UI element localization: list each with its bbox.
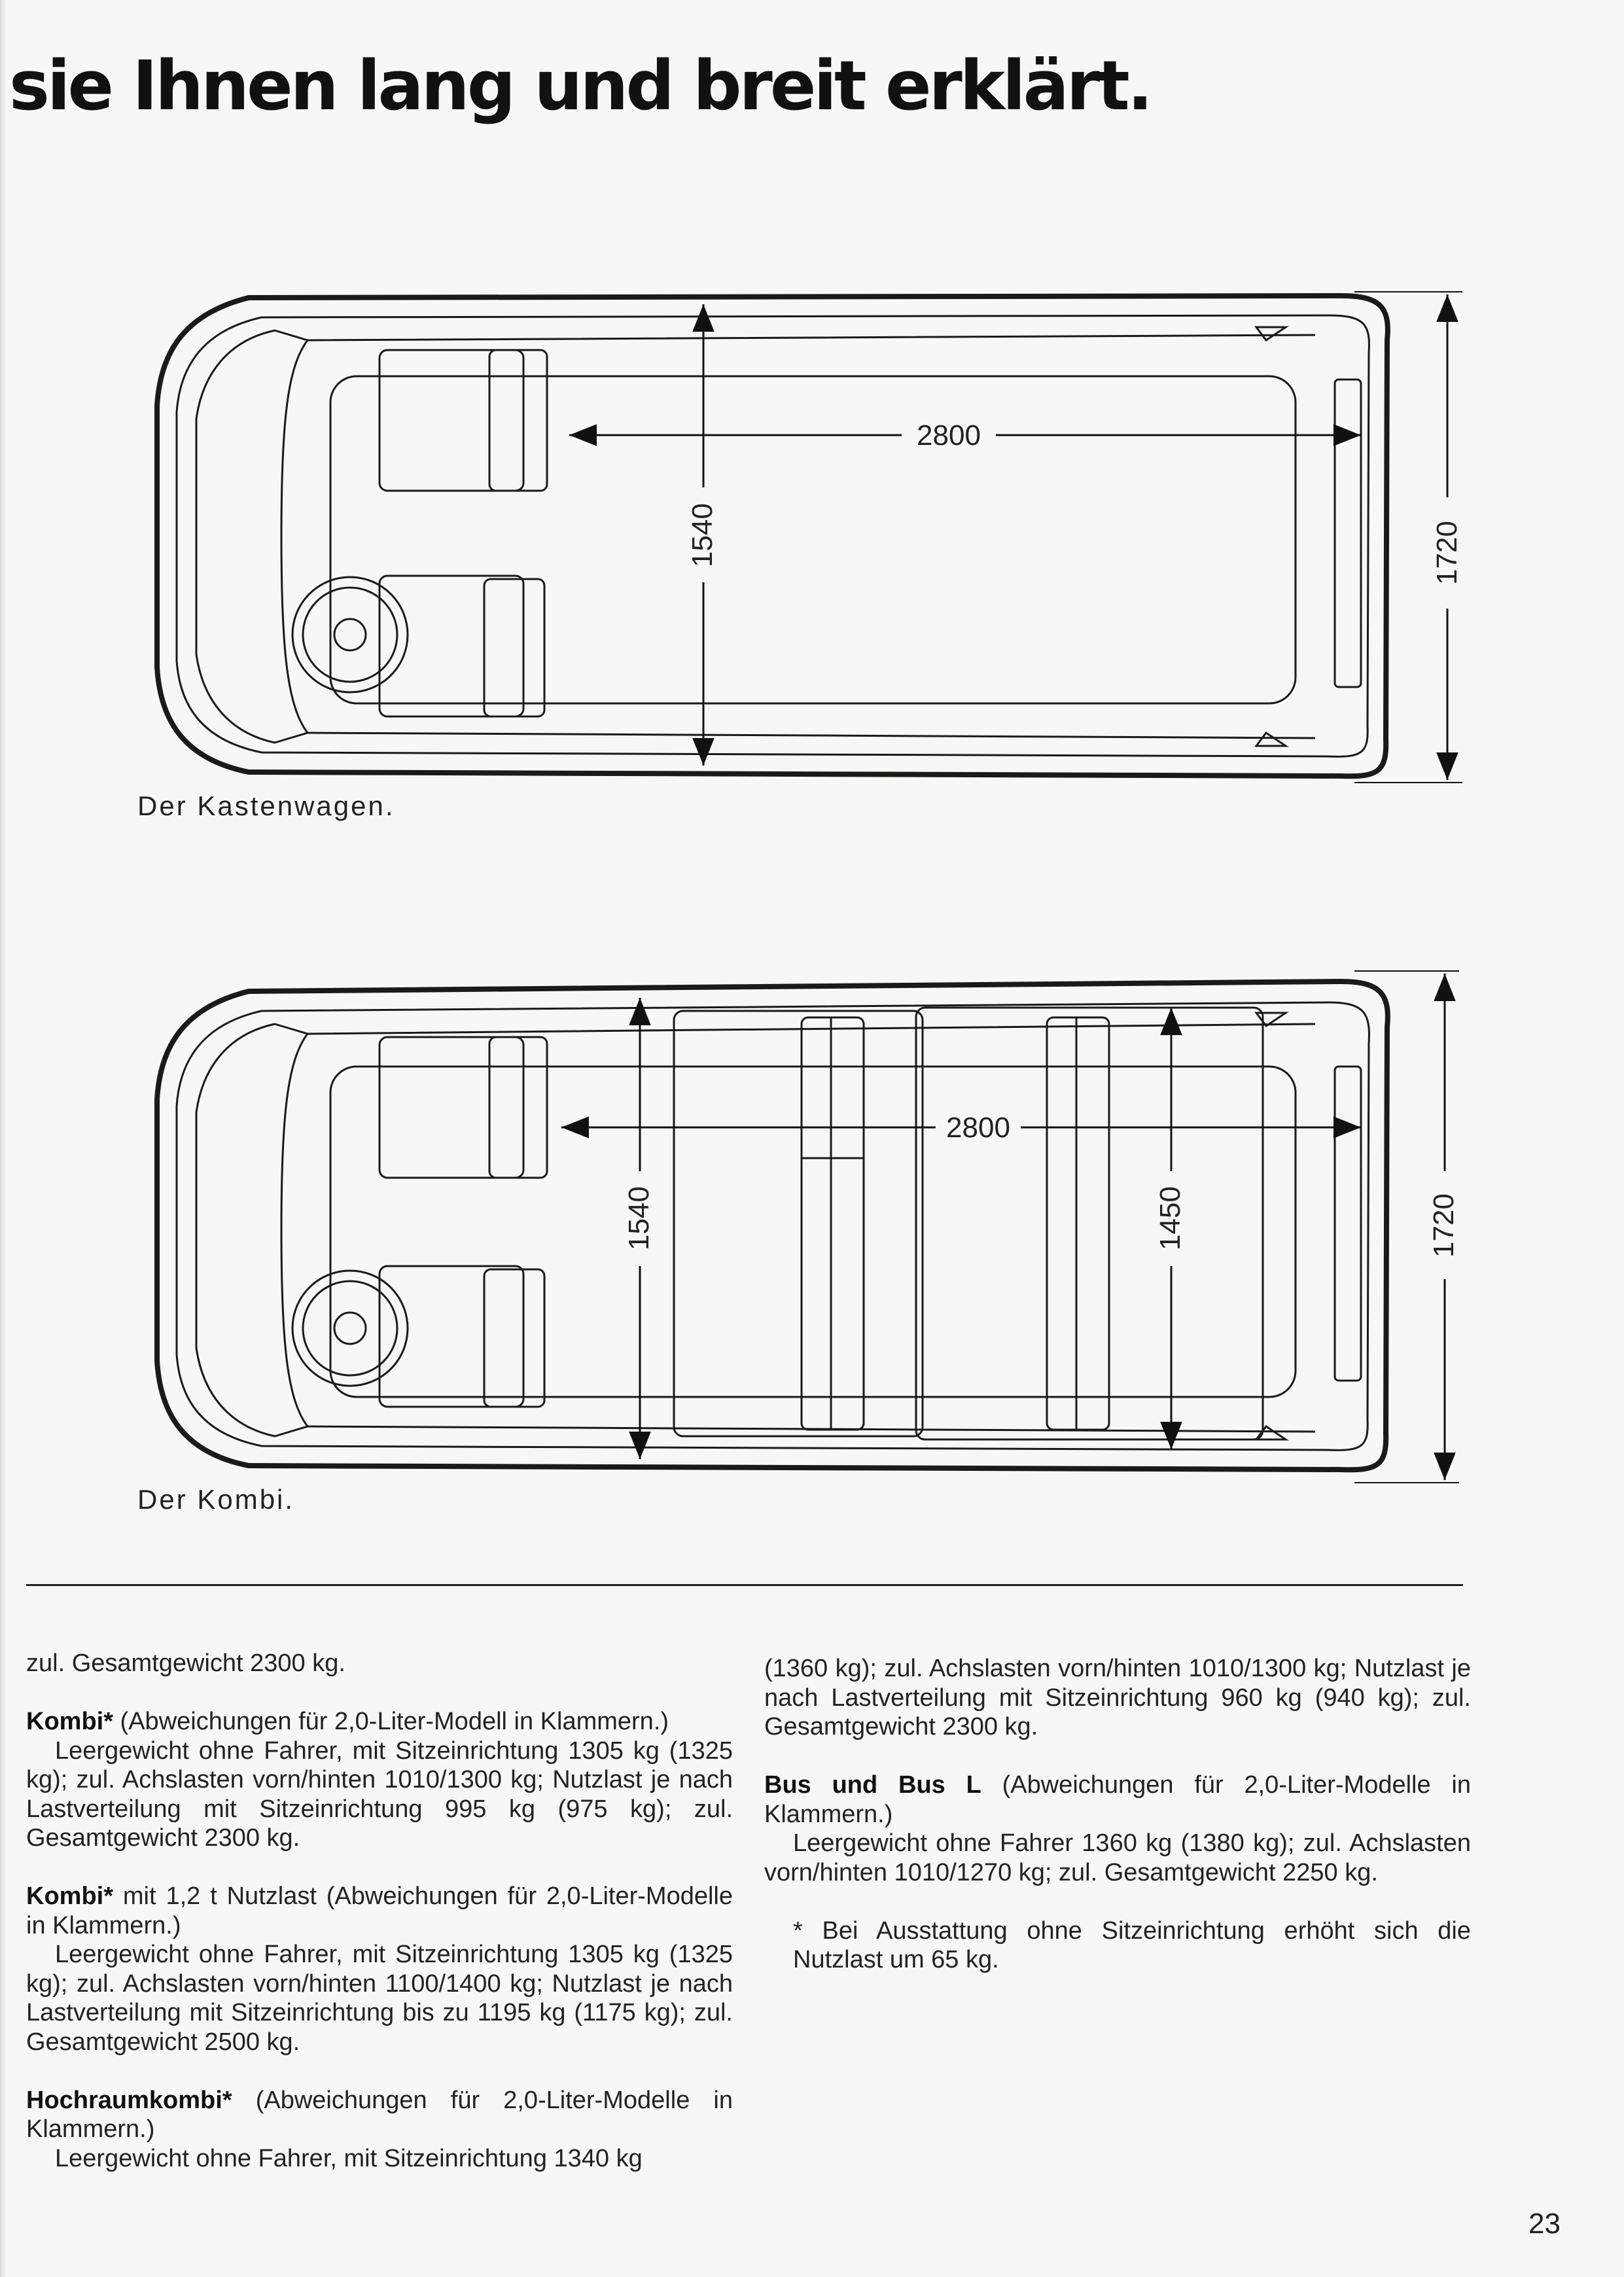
kombi-text: Leergewicht ohne Fahrer, mit Sitzeinrichtung 1305 kg (1325 kg); zul. Achslasten vorn/hinten 1010/1300 kg; Nutzlast je nach Lastverteilung mit Sitzeinrichtung 995 kg (975 kg); zul. Gesamtgewicht 2300 kg. xyxy=(26,1737,733,1852)
kastenwagen-steering-wheel xyxy=(292,577,408,692)
kombi-12t-text: Leergewicht ohne Fahrer, mit Sitzeinrichtung 1305 kg (1325 kg); zul. Achslasten vorn/hinten 1100/1400 kg; Nutzlast je nach Lastverteilung mit Sitzeinrichtung bis zu 1195 kg (1175 kg); zul. Gesamtgewicht 2500 kg. xyxy=(26,1941,733,2056)
kombi-caption: Der Kombi. xyxy=(137,1484,295,1515)
kombi-outer-width-label: 1720 xyxy=(1428,1193,1460,1258)
hochraumkombi-paragraph xyxy=(26,2086,733,2174)
hochraumkombi-note: (Abweichungen für 2,0-Liter-Modelle in Klammern.) xyxy=(26,2086,733,2143)
kombi-note: (Abweichungen für 2,0-Liter-Modell in Klammern.) xyxy=(113,1708,669,1735)
kombi-steering-wheel xyxy=(292,1271,408,1386)
kombi-driver-seat xyxy=(380,1266,523,1407)
kombi-middle-bench xyxy=(674,1011,923,1436)
kombi-rear-width-label: 1450 xyxy=(1154,1186,1186,1250)
footnote: * Bei Ausstattung ohne Sitzeinrichtung erhöht sich die Nutzlast um 65 kg. xyxy=(793,1916,1471,1973)
kombi-length-label: 2800 xyxy=(946,1112,1010,1144)
kombi-paragraph xyxy=(26,1707,733,1853)
kastenwagen-cargo-floor xyxy=(330,376,1296,703)
kastenwagen-caption: Der Kastenwagen. xyxy=(137,790,395,821)
page-heading: sie Ihnen lang und breit erklärt. xyxy=(9,46,1151,126)
left-text-column xyxy=(26,1649,733,2202)
right-text-column xyxy=(764,1654,1471,2003)
hochraumkombi-title: Hochraumkombi* xyxy=(26,2086,232,2114)
kombi-12t-paragraph xyxy=(26,1882,733,2056)
kastenwagen-passenger-seat xyxy=(380,350,523,491)
kombi-12t-title: Kombi* xyxy=(26,1882,113,1910)
section-divider xyxy=(26,1584,1463,1586)
kombi-passenger-seat xyxy=(380,1037,523,1178)
kombi-title: Kombi* xyxy=(26,1708,113,1735)
bus-paragraph xyxy=(764,1771,1471,1887)
bus-title: Bus und Bus L xyxy=(764,1771,981,1799)
kastenwagen-drawing xyxy=(157,296,1388,776)
page-number: 23 xyxy=(1528,2208,1561,2240)
kastenwagen-outer-width-label: 1720 xyxy=(1431,521,1463,585)
bus-text: Leergewicht ohne Fahrer 1360 kg (1380 kg); zul. Achslasten vorn/hinten 1010/1270 kg; zul. Gesamtgewicht 2250 kg. xyxy=(764,1829,1471,1886)
hochraumkombi-text: Leergewicht ohne Fahrer, mit Sitzeinrichtung 1340 kg xyxy=(55,2144,643,2172)
kombi-rear-bench xyxy=(916,1008,1263,1439)
kastenwagen-inner-width-label: 1540 xyxy=(686,503,718,567)
bus-note: (Abweichungen für 2,0-Liter-Modelle in Klammern.) xyxy=(764,1771,1471,1828)
kastenwagen-length-label: 2800 xyxy=(917,419,981,451)
kombi-inner-width-label: 1540 xyxy=(623,1186,655,1250)
kombi-12t-note: mit 1,2 t Nutzlast (Abweichungen für 2,0-Liter-Modelle in Klammern.) xyxy=(26,1882,733,1939)
intro-line: zul. Gesamtgewicht 2300 kg. xyxy=(26,1650,345,1677)
kombi-drawing xyxy=(157,981,1388,1470)
kastenwagen-driver-seat xyxy=(380,576,523,716)
hochraumkombi-continuation: (1360 kg); zul. Achslasten vorn/hinten 1010/1300 kg; Nutzlast je nach Lastverteilung mit Sitzeinrichtung 960 kg (940 kg); zul. Gesamtgewicht 2300 kg. xyxy=(764,1655,1471,1740)
kombi-passenger-floor xyxy=(330,1067,1296,1397)
kombi-dimensions xyxy=(561,971,1459,1483)
